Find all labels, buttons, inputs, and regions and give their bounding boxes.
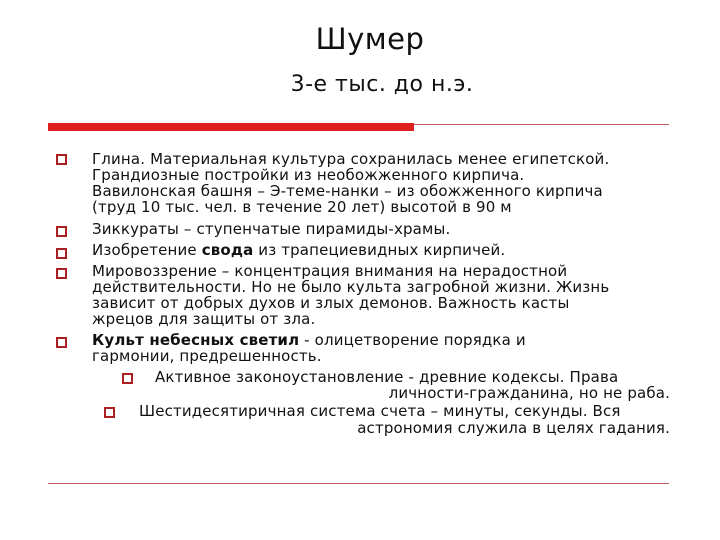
- sub-bullet-1-line-1: Активное законоустановление - древние кодексы. Права: [155, 368, 619, 386]
- bullet-4-line-1: Мировоззрение – концентрация внимания на нерадостной: [92, 262, 568, 280]
- sub-bullet-2-line-1: Шестидесятиричная система счета – минуты, секунды. Вся: [139, 402, 621, 420]
- bullet-1-line-4: (труд 10 тыс. чел. в течение 20 лет) высотой в 90 м: [92, 198, 512, 216]
- bullet-1-line-3: Вавилонская башня – Э-теме-нанки – из обожженного кирпича: [92, 182, 603, 200]
- bullet-3-text-pre: Изобретение: [92, 241, 202, 259]
- bullet-1-line-2: Грандиозные постройки из необожженного кирпича.: [92, 166, 525, 184]
- bullet-5-line-2: гармонии, предрешенность.: [92, 347, 322, 365]
- bullet-4-line-3: зависит от добрых духов и злых демонов. Важность касты: [92, 294, 570, 312]
- bullet-2-line-1: Зиккураты – ступенчатые пирамиды-храмы.: [92, 220, 451, 238]
- bullet-3-line-1: [92, 243, 505, 259]
- bullet-4-line-2: действительности. Но не было культа загробной жизни. Жизнь: [92, 278, 610, 296]
- slide-title: Шумер: [315, 22, 425, 56]
- bullet-1-line-1: Глина. Материальная культура сохранилась менее египетской.: [92, 150, 610, 168]
- bullet-square-icon: [56, 248, 67, 259]
- sub-bullet-2-line-2: астрономия служила в целях гадания.: [357, 419, 670, 437]
- bullet-3-text-post: из трапециевидных кирпичей.: [253, 241, 506, 259]
- bullet-square-icon: [56, 337, 67, 348]
- bottom-divider-line: [48, 483, 669, 484]
- bullet-5-text-post: - олицетворение порядка и: [299, 331, 526, 349]
- bullet-square-icon: [56, 154, 67, 165]
- sub-bullet-square-icon: [122, 373, 133, 384]
- bullet-4-line-4: жрецов для защиты от зла.: [92, 310, 316, 328]
- bullet-5-bold-term: Культ небесных светил: [92, 331, 300, 349]
- bullet-3-bold-term: свода: [201, 241, 254, 259]
- bullet-square-icon: [56, 268, 67, 279]
- bullet-square-icon: [56, 226, 67, 237]
- sub-bullet-square-icon: [104, 407, 115, 418]
- sub-bullet-1-line-2: личности-гражданина, но не раба.: [388, 384, 670, 402]
- slide-subtitle: 3-е тыс. до н.э.: [290, 72, 474, 97]
